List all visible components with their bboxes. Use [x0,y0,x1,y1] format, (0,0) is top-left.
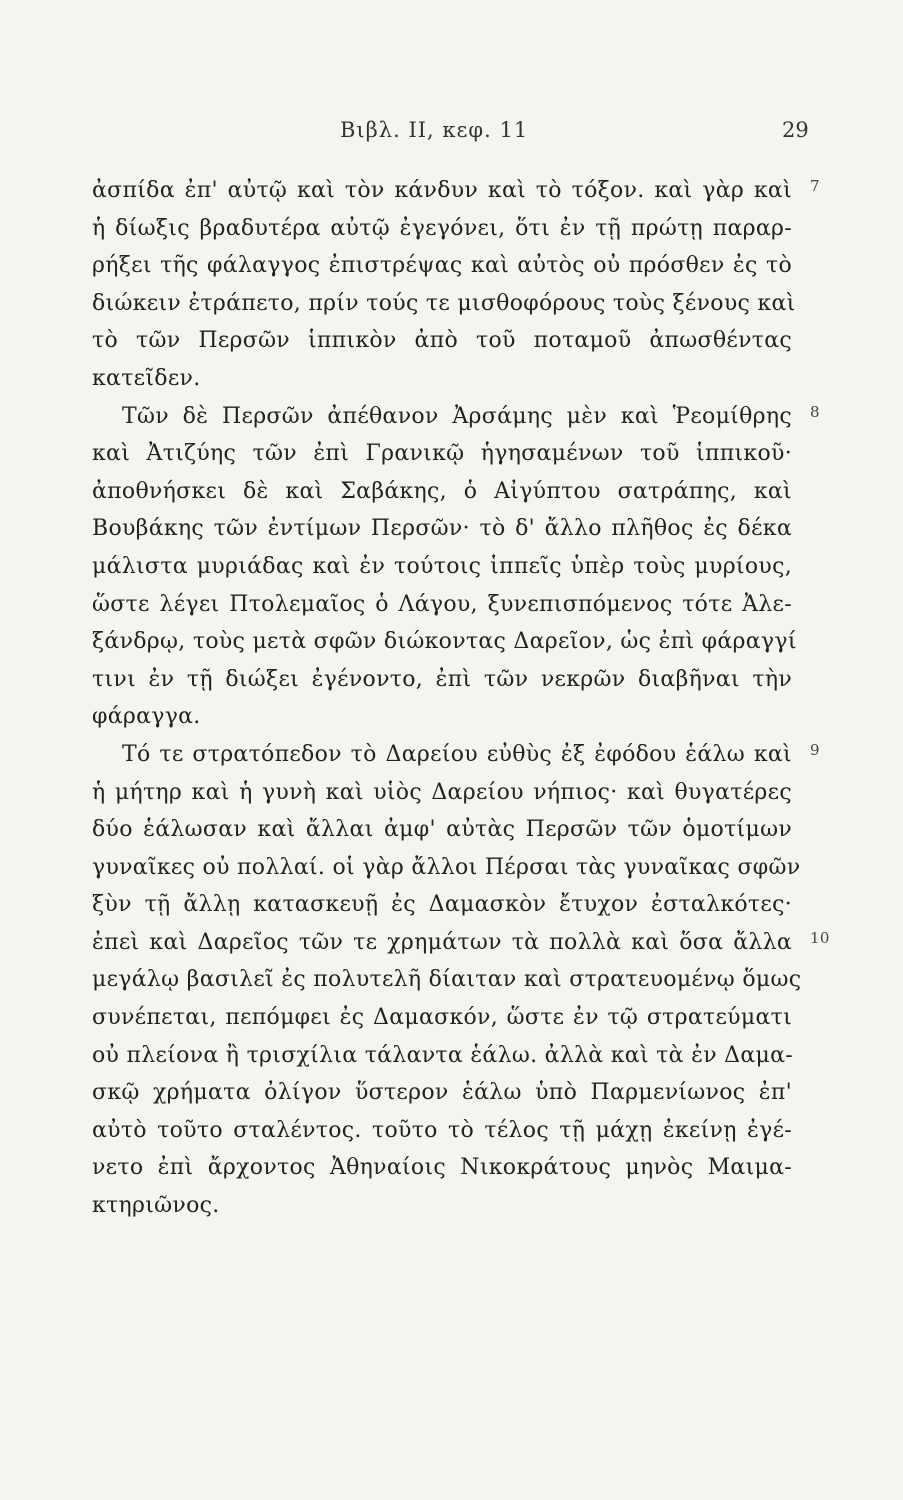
line-text: φάραγγα. [92,704,201,730]
line-text: ἀσπίδα ἐπ' αὐτῷ καὶ τὸν κάνδυν καὶ τὸ τόξον. καὶ γὰρ καὶ [92,178,792,203]
line-text: ξάνδρῳ, τοὺς μετὰ σφῶν διώκοντας Δαρεῖον, ὡς ἐπὶ φάραγγί [92,629,797,655]
text-line [92,661,792,699]
text-line [92,1112,792,1150]
line-text: οὐ πλείονα ἢ τρισχίλια τάλαντα ἑάλω. ἀλλὰ καὶ τὰ ἐν Δαμα- [92,1042,794,1068]
line-text: τὸ τῶν Περσῶν ἱππικὸν ἀπὸ τοῦ ποταμοῦ ἀπωσθέντας [92,328,792,354]
line-text: ἡ μήτηρ καὶ ἡ γυνὴ καὶ υἱὸς Δαρείου νήπιος· καὶ θυγατέρες [92,779,792,805]
text-line [92,811,792,849]
text-line [92,285,796,323]
line-text: ξὺν τῇ ἄλλῃ κατασκευῇ ἐς Δαμασκὸν ἔτυχον ἐσταλκότες· [92,892,792,918]
text-line [92,1037,792,1075]
line-text: μάλιστα μυριάδας καὶ ἐν τούτοις ἱππεῖς ὑπὲρ τοὺς μυρίους, [92,553,792,579]
text-line [92,736,820,774]
text-line [92,623,797,661]
text-line [92,510,792,548]
text-line [92,435,792,473]
text-line [92,247,792,285]
line-text: νετο ἐπὶ ἄρχοντος Ἀθηναίοις Νικοκράτους μηνὸς Μαιμα- [92,1155,792,1181]
text-line [92,210,792,248]
line-text: Βουβάκης τῶν ἐντίμων Περσῶν· τὸ δ' ἄλλο πλῆθος ἐς δέκα [92,516,792,542]
text-line [92,172,820,210]
text-line [92,999,792,1037]
section-number: 10 [810,928,830,947]
line-text: Τῶν δὲ Περσῶν ἀπέθανον Ἀρσάμης μὲν καὶ Ῥεομίθρης [122,403,792,429]
text-line [92,1187,792,1225]
text-line [92,849,801,887]
line-text: Τό τε στρατόπεδον τὸ Δαρείου εὐθὺς ἐξ ἐφόδου ἑάλω καὶ [122,741,792,767]
text-line [92,886,792,924]
line-text: καὶ Ἀτιζύης τῶν ἐπὶ Γρανικῷ ἡγησαμένων τοῦ ἱππικοῦ· [92,441,792,467]
line-text: ὥστε λέγει Πτολεμαῖος ὁ Λάγου, ξυνεπισπόμενος τότε Ἀλε- [92,591,792,617]
line-text: δύο ἑάλωσαν καὶ ἄλλαι ἀμφ' αὐτὰς Περσῶν τῶν ὁμοτίμων [92,817,792,843]
line-text: ἐπεὶ καὶ Δαρεῖος τῶν τε χρημάτων τὰ πολλὰ καὶ ὅσα ἄλλα [92,929,792,955]
line-text: ἀποθνήσκει δὲ καὶ Σαβάκης, ὁ Αἰγύπτου σατράπης, καὶ [92,478,792,504]
text-line [92,398,820,436]
section-number: 7 [810,177,820,195]
line-text: τινι ἐν τῇ διώξει ἐγένοντο, ἐπὶ τῶν νεκρῶν διαβῆναι τὴν [92,666,792,692]
greek-text-block [92,172,830,1225]
text-line [92,360,792,398]
line-text: κτηριῶνος. [92,1193,220,1219]
text-line [92,1149,792,1187]
text-line [92,586,792,624]
line-text: μεγάλῳ βασιλεῖ ἐς πολυτελῆ δίαιταν καὶ στρατευομένῳ ὅμως [92,967,802,993]
text-line [92,961,802,999]
section-number: 8 [810,402,820,421]
line-text: διώκειν ἐτράπετο, πρίν τούς τε μισθοφόρους τοὺς ξένους καὶ [92,290,796,316]
text-line [92,924,830,962]
line-text: ρήξει τῆς φάλαγγος ἐπιστρέψας καὶ αὐτὸς οὐ πρόσθεν ἐς τὸ [92,253,792,279]
text-line [92,322,792,360]
line-text: σκῷ χρήματα ὀλίγον ὕστερον ἑάλω ὑπὸ Παρμενίωνος ἐπ' [92,1080,792,1106]
text-line [92,698,792,736]
text-line [92,473,792,511]
text-line [92,774,792,812]
running-head-title: Βιβλ. ΙΙ, κεφ. 11 [340,118,529,142]
line-text: συνέπεται, πεπόμφει ἐς Δαμασκόν, ὥστε ἐν τῷ στρατεύματι [92,1005,792,1031]
line-text: κατεῖδεν. [92,365,201,391]
text-line [92,548,792,586]
line-text: ἡ δίωξις βραδυτέρα αὐτῷ ἐγεγόνει, ὅτι ἐν τῇ πρώτῃ παραρ- [92,215,792,241]
page-number: 29 [782,118,809,142]
running-head [0,118,903,148]
section-number: 9 [810,740,820,759]
text-line [92,1074,792,1112]
line-text: αὐτὸ τοῦτο σταλέντος. τοῦτο τὸ τέλος τῇ μάχῃ ἐκείνῃ ἐγέ- [92,1117,792,1143]
line-text: γυναῖκες οὐ πολλαί. οἱ γὰρ ἄλλοι Πέρσαι τὰς γυναῖκας σφῶν [92,854,801,880]
